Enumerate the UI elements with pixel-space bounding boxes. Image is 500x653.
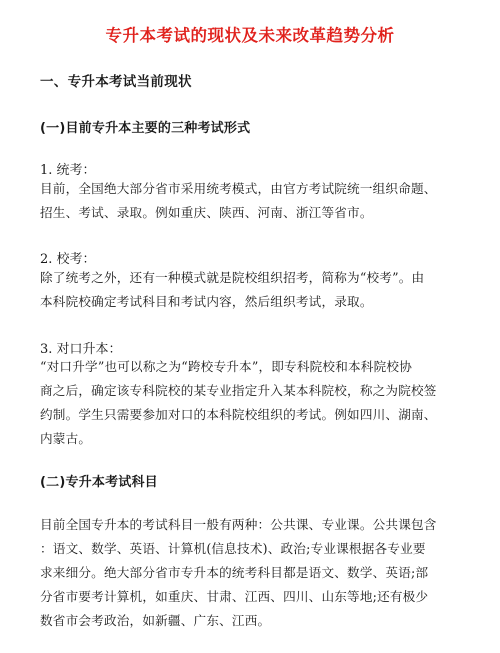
- item-paragraph-school-exam: [40, 266, 470, 314]
- paragraph-line: 约制。学生只需要参加对口的本科院校组织的考试。例如四川、湖南、: [40, 407, 437, 422]
- paragraph-line: 内蒙古。: [40, 431, 92, 446]
- subsection-heading-exam-subjects: (二)专升本考试科目: [40, 475, 158, 490]
- paragraph-line: 除了统考之外，还有一种模式就是院校组织招考，简称为“校考”。由: [40, 270, 425, 285]
- paragraph-line: 求来细分。绝大部分省市专升本的统考科目都是语文、数学、英语;部: [40, 565, 429, 580]
- item-paragraph-counterpart-exam: [40, 355, 470, 451]
- document-title: 专升本考试的现状及未来改革趋势分析: [105, 26, 395, 45]
- paragraph-line: 本科院校确定考试科目和考试内容，然后组织考试，录取。: [40, 294, 373, 309]
- item-paragraph-unified-exam: [40, 177, 470, 225]
- section-heading-current-status: 一、专升本考试当前现状: [40, 74, 192, 90]
- paragraph-exam-subjects: [40, 513, 470, 633]
- item-label-counterpart-exam: 3. 对口升本：: [40, 342, 122, 357]
- paragraph-line: ：语文、数学、英语、计算机(信息技术)、政治;专业课根据各专业要: [40, 541, 426, 556]
- paragraph-line: 商之后，确定该专科院校的某专业指定升入某本科院校，称之为院校签: [40, 383, 437, 398]
- item-label-school-exam: 2. 校考：: [40, 252, 96, 267]
- paragraph-line: 数省市会考政治，如新疆、广东、江西。: [40, 613, 271, 628]
- paragraph-line: 目前，全国绝大部分省市采用统考模式，由官方考试院统一组织命题、: [40, 181, 437, 196]
- paragraph-line: “对口升学”也可以称之为“跨校专升本”，即专科院校和本科院校协: [40, 359, 412, 374]
- paragraph-line: 招生、考试、录取。例如重庆、陕西、河南、浙江等省市。: [40, 205, 373, 220]
- paragraph-line: 分省市要考计算机，如重庆、甘肃、江西、四川、山东等地;还有极少: [40, 589, 429, 604]
- paragraph-line: 目前全国专升本的考试科目一般有两种：公共课、专业课。公共课包含: [40, 517, 437, 532]
- item-label-unified-exam: 1. 统考：: [40, 163, 96, 178]
- subsection-heading-exam-forms: (一)目前专升本主要的三种考试形式: [40, 121, 251, 136]
